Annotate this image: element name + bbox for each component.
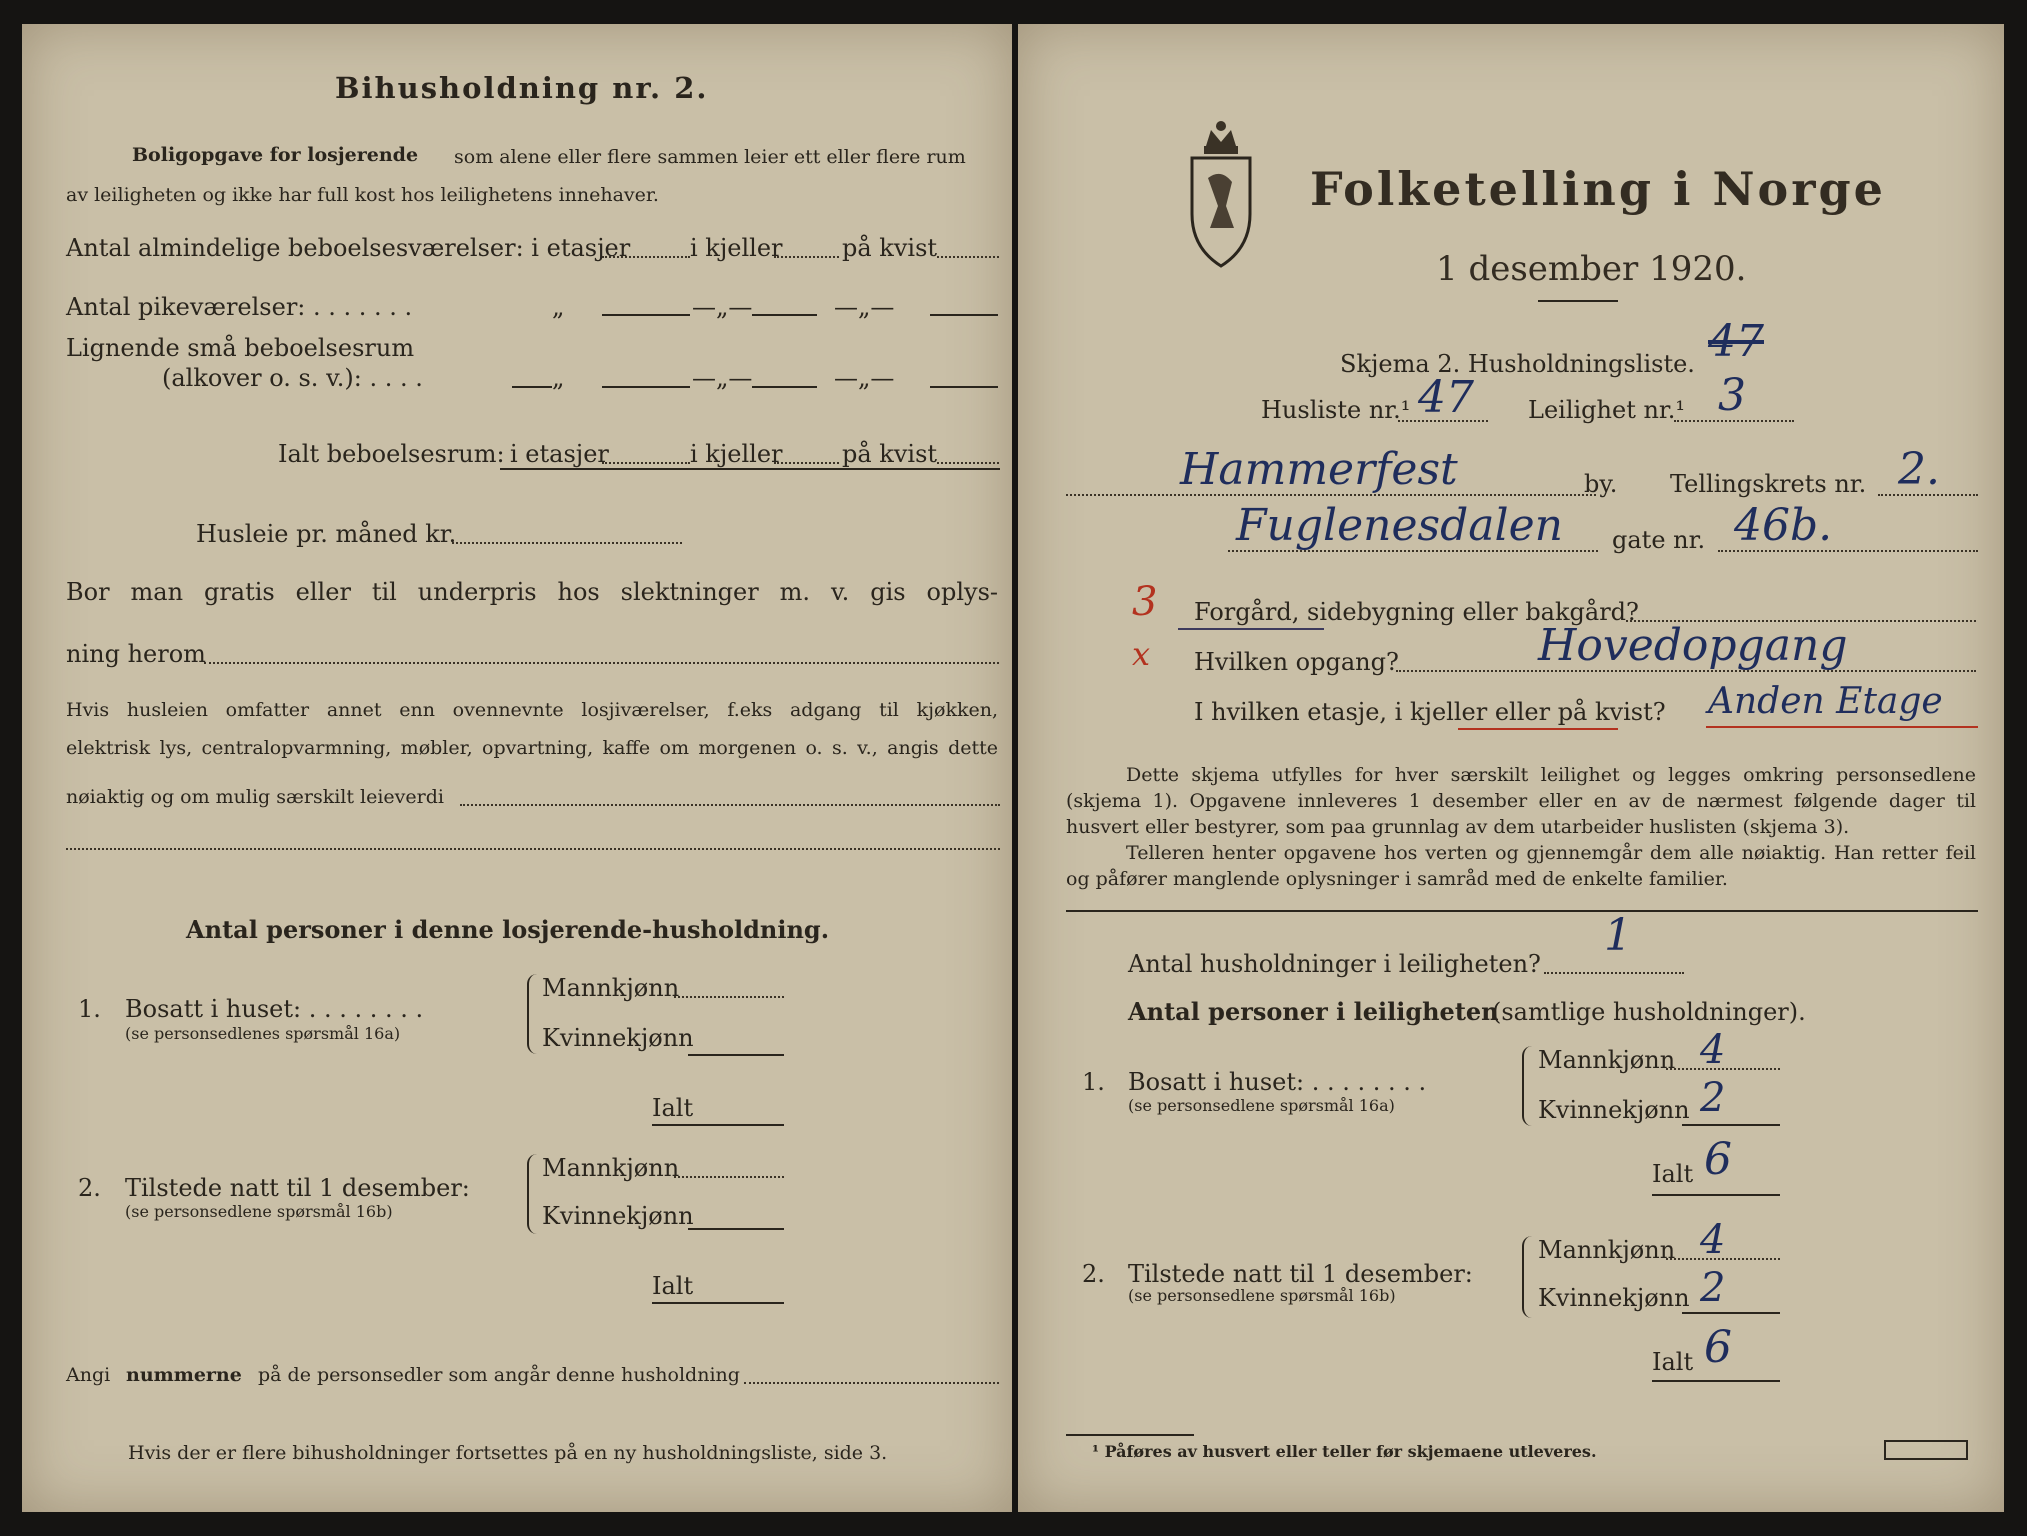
left-item1-ialt-line: [652, 1124, 784, 1126]
forgard-label: Forgård, sidebygning eller bakgård?: [1194, 598, 1639, 626]
gate-nr-line: [1718, 550, 1978, 552]
opgang-label: Hvilken opgang?: [1194, 648, 1399, 676]
tellingskrets-line: [1878, 494, 1978, 496]
right-item1-kvinne-label: Kvinnekjønn: [1538, 1096, 1690, 1124]
pike-label: Antal pikeværelser: . . . . . . .: [66, 293, 413, 321]
angi-bold: nummerne: [126, 1364, 242, 1386]
left-item1-num: 1.: [78, 995, 101, 1023]
husholdninger-label: Antal husholdninger i leiligheten?: [1128, 950, 1541, 978]
intro-rest-2: av leiligheten og ikke har full kost hos leilighetens innehaver.: [66, 184, 659, 206]
ialt-underline: [500, 468, 1000, 470]
etasje-hw: Anden Etage: [1708, 681, 1943, 722]
right-item1-mann-hw: 4: [1700, 1027, 1726, 1073]
right-item2-ialt-line: [1652, 1380, 1780, 1382]
right-page: [1018, 24, 2004, 1512]
alkover-line-0: [512, 386, 552, 388]
forgard-mark: 3: [1132, 579, 1158, 625]
left-item1-kvinne-line: [688, 1054, 784, 1056]
right-item2-num: 2.: [1082, 1260, 1105, 1288]
right-item2-ialt-hw: 6: [1704, 1322, 1732, 1373]
footnote-rule: [1066, 1434, 1194, 1436]
tellingskrets-label: Tellingskrets nr.: [1670, 470, 1867, 498]
rooms-kjeller-line: [774, 256, 839, 258]
rooms-label: Antal almindelige beboelsesværelser: i etasjer: [66, 234, 631, 262]
leieverdi-line: [460, 804, 1000, 806]
right-item2-sub: (se personsedlene spørsmål 16b): [1128, 1286, 1396, 1305]
left-item1-kvinne-label: Kvinnekjønn: [542, 1024, 694, 1052]
gate-label: gate nr.: [1612, 526, 1706, 554]
by-label: by.: [1584, 470, 1618, 498]
left-item2-label: Tilstede natt til 1 desember:: [125, 1174, 470, 1202]
gratis-line-1: Bor man gratis eller til underpris hos slektninger m. v. gis oplys-: [66, 578, 998, 606]
pike-ditto-2: —„—: [692, 293, 753, 321]
instructions-rule: [1066, 910, 1978, 912]
alkover-line-3: [930, 386, 998, 388]
ialt-etasjer-line: [602, 462, 690, 464]
census-title: Folketelling i Norge: [1310, 162, 1886, 216]
norway-coat-of-arms-icon: [1186, 116, 1256, 268]
left-item2-mann-label: Mannkjønn: [542, 1154, 680, 1182]
right-item2-kvinne-label: Kvinnekjønn: [1538, 1284, 1690, 1312]
right-item1-ialt-line: [1652, 1194, 1780, 1196]
right-item1-kvinne-hw: 2: [1700, 1075, 1726, 1121]
hvis-line-3: nøiaktig og om mulig særskilt leieverdi: [66, 786, 444, 808]
etasje-red-underline: [1458, 728, 1618, 730]
bihusholdning-title: Bihusholdning nr. 2.: [335, 71, 709, 105]
right-item1-ialt-hw: 6: [1704, 1134, 1732, 1185]
right-item2-mann-hw: 4: [1700, 1217, 1726, 1263]
rooms-kjeller-label: i kjeller: [690, 234, 783, 262]
left-footer: Hvis der er flere bihusholdninger fortsettes på en ny husholdningsliste, side 3.: [128, 1442, 888, 1464]
leilighet-label: Leilighet nr.¹: [1528, 396, 1686, 424]
pike-ditto-3: —„—: [834, 293, 895, 321]
pike-line-3: [930, 314, 998, 316]
gratis-line-2: ning herom: [66, 640, 206, 668]
pike-line-2: [752, 314, 817, 316]
hvis-line-1: Hvis husleien omfatter annet enn ovennevnte losjiværelser, f.eks adgang til kjøkken,: [66, 699, 998, 721]
right-item1-sub: (se personsedlene spørsmål 16a): [1128, 1096, 1395, 1115]
gate-hw: Fuglenesdalen: [1236, 500, 1563, 551]
census-date: 1 desember 1920.: [1436, 249, 1747, 289]
title-divider: [1538, 300, 1618, 302]
husliste-label: Husliste nr.¹: [1261, 396, 1411, 424]
intro-rest-1: som alene eller flere sammen leier ett eller flere rum: [454, 146, 966, 168]
right-item2-kvinne-hw: 2: [1700, 1265, 1726, 1311]
husliste-hw: 47: [1418, 372, 1474, 423]
left-item2-mann-line: [674, 1176, 784, 1178]
etasje-red-underline-2: [1706, 726, 1978, 728]
husliste-line: [1398, 420, 1488, 422]
right-item2-ialt-label: Ialt: [1652, 1348, 1694, 1376]
alkover-label: (alkover o. s. v.): . . . .: [162, 364, 423, 392]
left-item1-label: Bosatt i huset: . . . . . . . .: [125, 995, 424, 1023]
husleie-label: Husleie pr. måned kr.: [196, 520, 457, 548]
left-item2-kvinne-label: Kvinnekjønn: [542, 1202, 694, 1230]
tellingskrets-hw: 2.: [1898, 444, 1940, 495]
ialt-rooms-label: Ialt beboelsesrum:: [278, 440, 505, 468]
persons-heading: Antal personer i denne losjerende-husholdning.: [186, 915, 830, 944]
left-item2-brace: [527, 1154, 539, 1234]
hvis-line-2: elektrisk lys, centralopvarmning, møbler, opvartning, kaffe om morgenen o. s. v., angis dette: [66, 737, 998, 759]
alkover-line-1: [602, 386, 690, 388]
rooms-kvist-label: på kvist: [842, 234, 938, 262]
left-item1-mann-label: Mannkjønn: [542, 974, 680, 1002]
alkover-line-2: [752, 386, 817, 388]
etasje-label: I hvilken etasje, i kjeller eller på kvist?: [1194, 698, 1666, 726]
ialt-kvist-label: på kvist: [842, 440, 938, 468]
printer-stamp: [1884, 1440, 1968, 1460]
left-item2-kvinne-line: [688, 1228, 784, 1230]
right-item1-mann-label: Mannkjønn: [1538, 1046, 1676, 1074]
right-footnote: ¹ Påføres av husvert eller teller før skjemaene utleveres.: [1092, 1442, 1597, 1461]
gate-line: [1228, 550, 1598, 552]
ialt-kjeller-label: i kjeller: [690, 440, 783, 468]
pike-line-1: [602, 314, 690, 316]
left-item1-ialt-label: Ialt: [652, 1094, 694, 1122]
skjema-label: Skjema 2. Husholdningsliste.: [1340, 350, 1695, 378]
leilighet-hw: 3: [1718, 370, 1746, 421]
alkover-ditto-3: —„—: [834, 364, 895, 392]
husholdninger-hw: 1: [1604, 910, 1632, 961]
left-item2-sub: (se personsedlene spørsmål 16b): [125, 1202, 393, 1221]
right-item1-mann-line: [1666, 1068, 1780, 1070]
left-item1-sub: (se personsedlenes spørsmål 16a): [125, 1024, 401, 1043]
right-item1-kvinne-line: [1682, 1124, 1780, 1126]
left-item2-num: 2.: [78, 1174, 101, 1202]
left-item2-ialt-label: Ialt: [652, 1272, 694, 1300]
right-item2-label: Tilstede natt til 1 desember:: [1128, 1260, 1473, 1288]
right-persons-heading-rest: (samtlige husholdninger).: [1492, 998, 1806, 1026]
right-item1-label: Bosatt i huset: . . . . . . . .: [1128, 1068, 1427, 1096]
intro-bold: Boligopgave for losjerende: [132, 144, 419, 166]
right-item2-mann-label: Mannkjønn: [1538, 1236, 1676, 1264]
ialt-etasjer-label: i etasjer: [510, 440, 609, 468]
right-item1-num: 1.: [1082, 1068, 1105, 1096]
opgang-mark: x: [1132, 635, 1151, 673]
left-page: [22, 24, 1012, 1512]
right-item2-kvinne-line: [1682, 1312, 1780, 1314]
rooms-kvist-line: [937, 256, 999, 258]
left-item1-mann-line: [674, 996, 784, 998]
right-item2-mann-line: [1666, 1258, 1780, 1260]
angi-line: [744, 1382, 999, 1384]
left-item1-brace: [527, 974, 539, 1054]
husleie-line: [452, 542, 682, 544]
gate-nr-hw: 46b.: [1734, 500, 1833, 551]
angi-pre: Angi: [66, 1364, 111, 1386]
leilighet-line: [1674, 420, 1794, 422]
skjema-hw: 47: [1708, 316, 1764, 367]
right-item1-brace: [1522, 1046, 1534, 1126]
rooms-etasjer-line: [602, 256, 690, 258]
by-line: [1066, 494, 1596, 496]
gratis-line: [204, 662, 999, 664]
leieverdi-line-2: [66, 848, 1000, 850]
by-hw: Hammerfest: [1180, 444, 1458, 495]
lignende-label: Lignende små beboelsesrum: [66, 334, 415, 362]
opgang-line: [1396, 670, 1976, 672]
instructions-p2: Telleren henter opgavene hos verten og gjennemgår dem alle nøiaktig. Han retter feil og påfører manglende oplysninger i samråd med de enkelte familier.: [1066, 842, 1976, 890]
pike-ditto-1: „: [552, 293, 565, 321]
ialt-kjeller-line: [774, 462, 839, 464]
right-item2-brace: [1522, 1236, 1534, 1318]
husholdninger-line: [1544, 972, 1684, 974]
right-persons-heading-bold: Antal personer i leiligheten: [1128, 997, 1499, 1026]
right-item1-ialt-label: Ialt: [1652, 1160, 1694, 1188]
angi-post: på de personsedler som angår denne husholdning: [258, 1364, 740, 1386]
left-item2-ialt-line: [652, 1302, 784, 1304]
forgard-underline: [1178, 628, 1324, 630]
opgang-hw: Hovedopgang: [1538, 620, 1848, 671]
alkover-ditto-1: „: [552, 364, 565, 392]
alkover-ditto-2: —„—: [692, 364, 753, 392]
ialt-kvist-line: [937, 462, 999, 464]
instructions-p1: Dette skjema utfylles for hver særskilt leilighet og legges omkring personsedlene (skjema 1). Opgavene innleveres 1 desember eller en av de nærmest følgende dager til husvert eller bestyrer, som paa grunnlag av dem utarbeider huslisten (skjema 3).: [1066, 764, 1976, 838]
